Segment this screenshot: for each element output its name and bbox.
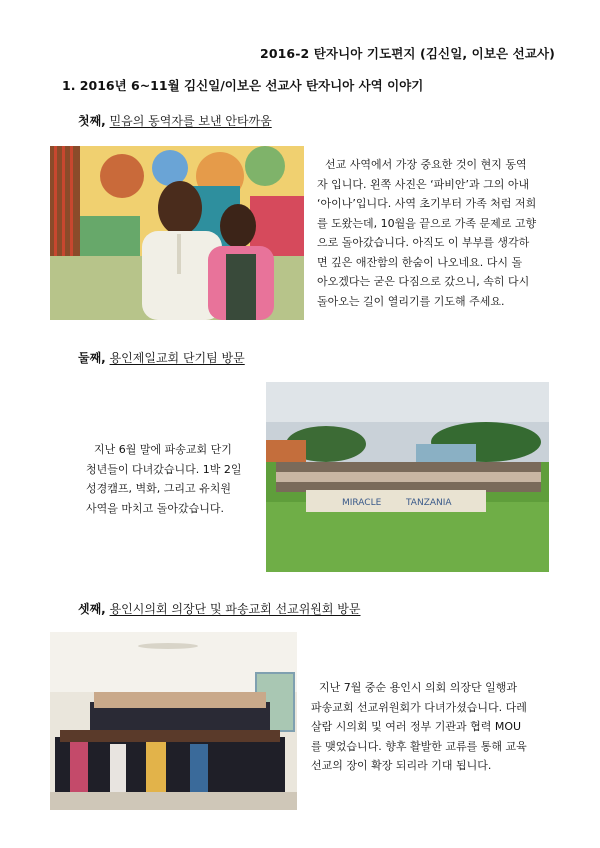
item-1-heading (78, 112, 272, 129)
item-3-line: 지난 7월 중순 용인시 의회 의장단 일행과 (319, 681, 517, 694)
item-3-line: 살람 시의회 및 여러 정부 기관과 협력 MOU (311, 720, 522, 733)
item-1-paragraph (317, 155, 557, 311)
item-3-line: 선교의 장이 확장 되리라 기대 됩니다. (311, 759, 492, 772)
banner-text-left: MIRACLE (342, 498, 382, 508)
item-3-paragraph (311, 678, 551, 776)
item-2-line: 청년들이 다녀갔습니다. 1박 2일 (86, 462, 242, 476)
item-2-subtitle: 용인제일교회 단기팀 방문 (109, 351, 245, 365)
couple-photo (50, 146, 304, 320)
item-1-line: 면 깊은 애잔함의 한숨이 나오네요. 다시 돌 (317, 255, 523, 269)
item-2-line: 지난 6월 말에 파송교회 단기 (94, 443, 232, 456)
document-title: 2016-2 탄자니아 기도편지 (김신일, 이보은 선교사) (260, 46, 555, 61)
item-3-line: 를 맺었습니다. 향후 활발한 교류를 통해 교육 (311, 739, 527, 753)
item-2-paragraph (86, 440, 264, 518)
item-1-line: 를 도왔는데, 10월을 끝으로 가족 문제로 고향 (317, 216, 537, 230)
meeting-photo-icon (50, 632, 297, 810)
item-1-line: 으로 돌아갔습니다. 아직도 이 부부를 생각하 (317, 236, 530, 249)
item-1-ordinal: 첫째, (78, 114, 106, 128)
item-3-ordinal: 셋째, (78, 602, 106, 616)
item-1-line: ‘아이나’입니다. 사역 초기부터 가족 처럼 저희 (317, 197, 537, 210)
item-2-heading (78, 349, 245, 366)
item-1-line: 아오겠다는 굳은 다짐으로 갔으니, 속히 다시 (317, 275, 530, 288)
item-3-heading (78, 600, 361, 617)
meeting-photo (50, 632, 297, 810)
item-1-line: 돌아오는 길이 열리기를 기도해 주세요. (317, 294, 505, 308)
item-1-subtitle: 믿음의 동역자를 보낸 안타까움 (109, 114, 272, 128)
banner-text-right: TANZANIA (406, 498, 452, 508)
group-photo (266, 382, 549, 572)
item-3-line: 파송교회 선교위원회가 다녀가셨습니다. 다레 (311, 700, 527, 714)
section-heading: 1. 2016년 6~11월 김신일/이보은 선교사 탄자니아 사역 이야기 (62, 78, 424, 93)
item-2-line: 사역을 마치고 돌아갔습니다. (86, 501, 225, 515)
item-1-line: 자 입니다. 왼쪽 사진은 ‘파비안’과 그의 아내 (317, 177, 530, 191)
item-2-ordinal: 둘째, (78, 351, 106, 365)
group-photo-icon (266, 382, 549, 572)
item-2-line: 성경캠프, 벽화, 그리고 유치원 (86, 482, 231, 495)
item-1-line: 선교 사역에서 가장 중요한 것이 현지 동역 (325, 158, 527, 171)
couple-photo-icon (50, 146, 304, 320)
item-3-subtitle: 용인시의회 의장단 및 파송교회 선교위원회 방문 (109, 602, 361, 616)
